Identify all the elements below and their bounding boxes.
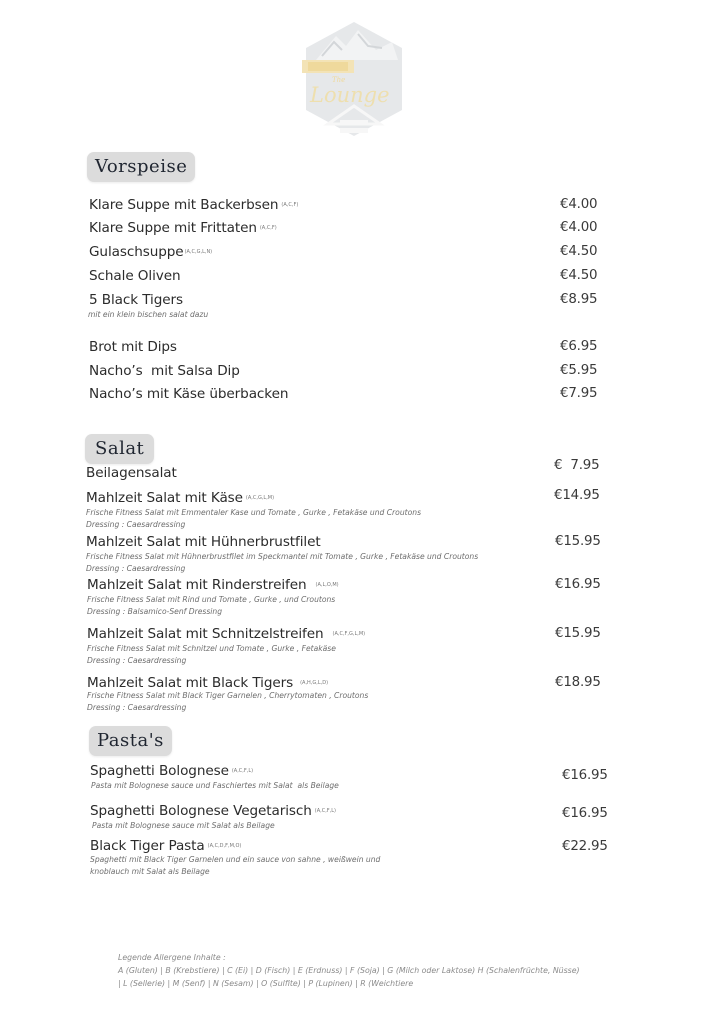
- item-name: Nacho’s mit Salsa Dip: [89, 363, 240, 379]
- item-name: Mahlzeit Salat mit Hühnerbrustfilet: [86, 534, 321, 550]
- item-name: Brot mit Dips: [89, 339, 177, 355]
- legend-line-1: A (Gluten) | B (Krebstiere) | C (Ei) | D (Fisch) | E (Erdnuss) | F (Soja) | G (Milch oder Laktose) H (Schalenfrüchte, Nüsse): [118, 966, 580, 975]
- item-name: Klare Suppe mit Backerbsen $^{(A,C,F)}$: [89, 197, 299, 213]
- item-price: €7.95: [560, 386, 598, 401]
- item-price: €16.95: [562, 806, 608, 821]
- allergen-codes: (A,C,F,L): [314, 808, 337, 814]
- item-price: €4.00: [560, 220, 598, 235]
- item-price: €6.95: [560, 339, 598, 354]
- allergen-codes: (A,C,G,L,M): [245, 495, 275, 501]
- item-description: Frische Fitness Salat mit Emmentaler Kase und Tomate , Gurke , Fetakäse und Croutons: [86, 508, 422, 517]
- item-name: Schale Oliven: [89, 268, 181, 284]
- item-name: Klare Suppe mit Frittaten $^{(A,C,F)}$: [89, 220, 277, 236]
- mountain-badge-icon: [302, 20, 406, 138]
- legend-line-2: | L (Sellerie) | M (Senf) | N (Sesam) | O (Sulfite) | P (Lupinen) | R (Weichtiere: [118, 979, 414, 988]
- allergen-codes: (A,L,O,M): [315, 582, 339, 588]
- item-description: Frische Fitness Salat mit Black Tiger Garnelen , Cherrytomaten , Croutons: [87, 691, 369, 700]
- allergen-codes: (A,C,G,L,N): [184, 249, 213, 255]
- item-price: €15.95: [555, 626, 601, 641]
- section-header-pasta: Pasta's: [89, 726, 172, 756]
- svg-text:The: The: [332, 76, 346, 84]
- item-dressing: Dressing : Caesardressing: [86, 520, 186, 529]
- item-price: €4.00: [560, 197, 598, 212]
- item-description: Pasta mit Bolognese sauce mit Salat als Beilage: [92, 821, 275, 830]
- section-header-vorspeise: Vorspeise: [87, 152, 195, 182]
- item-name: Spaghetti Bolognese $^{(A,C,F,L)}$: [90, 763, 254, 779]
- item-name: Spaghetti Bolognese Vegetarisch $^{(A,C,F,L)}$: [90, 803, 337, 819]
- item-dressing: Dressing : Caesardressing: [86, 564, 186, 573]
- allergen-codes: (A,C,F): [281, 202, 299, 208]
- item-price: €4.50: [560, 268, 598, 283]
- item-price: €16.95: [555, 577, 601, 592]
- allergen-codes: (A,C,D,F,M,O): [207, 843, 242, 849]
- item-price: €22.95: [562, 839, 608, 854]
- legend-title: Legende Allergene Inhalte :: [118, 953, 226, 962]
- item-name: Nacho’s mit Käse überbacken: [89, 386, 289, 402]
- allergen-legend: [118, 951, 580, 990]
- item-name: Beilagensalat: [86, 465, 177, 481]
- item-name: Mahlzeit Salat mit Rinderstreifen $^{(A,L,O,M)}$: [87, 577, 339, 593]
- item-dressing: Dressing : Balsamico-Senf Dressing: [87, 607, 223, 616]
- item-description: Spaghetti mit Black Tiger Garnelen und ein sauce von sahne , weißwein und: [90, 855, 381, 864]
- item-price: €18.95: [555, 675, 601, 690]
- item-description: Pasta mit Bolognese sauce und Faschiertes mit Salat als Beilage: [91, 781, 339, 790]
- item-description: mit ein klein bischen salat dazu: [88, 310, 209, 319]
- item-name: 5 Black Tigers: [89, 292, 183, 308]
- item-description-cont: knoblauch mit Salat als Beilage: [90, 867, 210, 876]
- item-name: Mahlzeit Salat mit Schnitzelstreifen $^{(A,C,F,G,L,M)}$: [87, 626, 366, 642]
- item-price: €8.95: [560, 292, 598, 307]
- allergen-codes: (A,C,F,L): [231, 768, 254, 774]
- item-name: Black Tiger Pasta $^{(A,C,D,F,M,O)}$: [90, 838, 242, 854]
- item-price: €14.95: [554, 488, 600, 503]
- item-price: €15.95: [555, 534, 601, 549]
- item-description: Frische Fitness Salat mit Hühnerbrustfilet im Speckmantel mit Tomate , Gurke , Fetakäse und Croutons: [86, 552, 479, 561]
- item-description: Frische Fitness Salat mit Schnitzel und Tomate , Gurke , Fetakäse: [87, 644, 336, 653]
- section-header-salat: Salat: [85, 434, 154, 464]
- item-price: € 7.95: [554, 458, 600, 473]
- allergen-codes: (A,C,F): [259, 225, 277, 231]
- lounge-logo: [302, 20, 406, 138]
- allergen-codes: (A,H,G,L,D): [300, 680, 329, 686]
- item-description: Frische Fitness Salat mit Rind und Tomate , Gurke , und Croutons: [87, 595, 336, 604]
- item-dressing: Dressing : Caesardressing: [87, 703, 187, 712]
- svg-text:Lounge: Lounge: [310, 83, 390, 107]
- item-price: €5.95: [560, 363, 598, 378]
- allergen-codes: (A,C,F,G,L,M): [332, 631, 366, 637]
- item-price: €4.50: [560, 244, 598, 259]
- item-name: Mahlzeit Salat mit Käse $^{(A,C,G,L,M)}$: [86, 490, 275, 506]
- item-dressing: Dressing : Caesardressing: [87, 656, 187, 665]
- item-name: Mahlzeit Salat mit Black Tigers $^{(A,H,G,L,D)}$: [87, 675, 329, 691]
- item-price: €16.95: [562, 768, 608, 783]
- item-name: Gulaschsuppe$^{(A,C,G,L,N)}$: [89, 244, 213, 260]
